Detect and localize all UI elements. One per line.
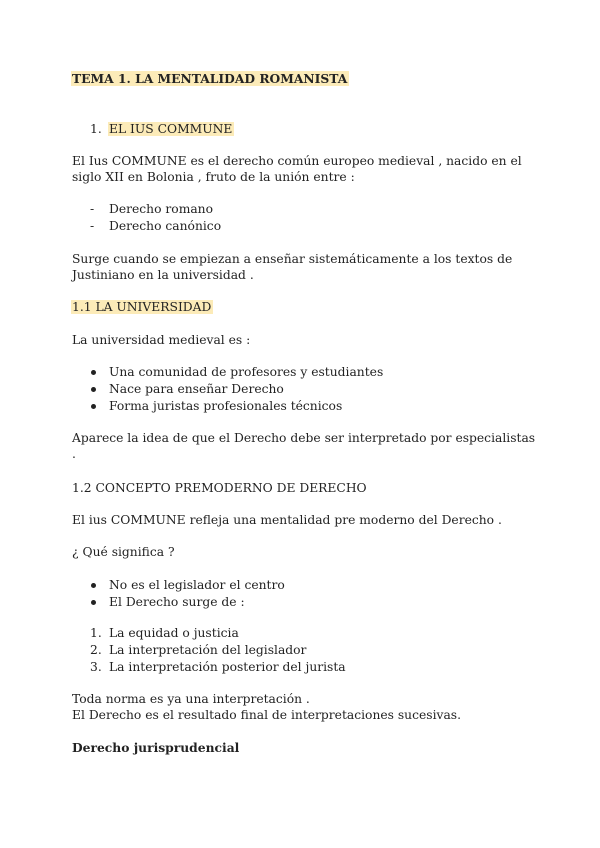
bold-heading-derecho-jurisprudencial: Derecho jurisprudencial xyxy=(72,740,240,755)
paragraph-ius-commune-line-2: siglo XII en Bolonia , fruto de la unión entre : xyxy=(72,170,355,184)
document-title-text: TEMA 1. LA MENTALIDAD ROMANISTA xyxy=(72,71,348,86)
paragraph-que-significa: ¿ Qué significa ? xyxy=(72,545,175,559)
bullet-icon xyxy=(91,600,96,605)
section-1-heading-text: EL IUS COMMUNE xyxy=(109,122,233,136)
document-title xyxy=(72,70,349,87)
list-item: La interpretación posterior del jurista xyxy=(109,660,346,674)
bullet-icon xyxy=(91,583,96,588)
section-1-heading xyxy=(109,121,234,138)
paragraph-refleja: El ius COMMUNE refleja una mentalidad pre moderno del Derecho . xyxy=(72,513,502,527)
list-marker: - xyxy=(90,202,95,216)
list-item-derecho-romano: Derecho romano xyxy=(109,202,214,216)
section-1-1-heading xyxy=(72,299,213,316)
list-item: El Derecho surge de : xyxy=(109,595,245,609)
paragraph-surge-line-2: Justiniano en la universidad . xyxy=(72,268,254,282)
paragraph-universidad: La universidad medieval es : xyxy=(72,333,251,347)
list-item: No es el legislador el centro xyxy=(109,578,285,592)
paragraph-surge-line-1: Surge cuando se empiezan a enseñar sistemáticamente a los textos de xyxy=(72,252,513,266)
list-item: Nace para enseñar Derecho xyxy=(109,382,284,396)
paragraph-aparece-line-1: Aparece la idea de que el Derecho debe ser interpretado por especialistas xyxy=(72,431,536,445)
list-number: 1. xyxy=(90,626,102,640)
paragraph-toda-norma-line-2: El Derecho es el resultado final de interpretaciones sucesivas. xyxy=(72,708,461,722)
list-item: La equidad o justicia xyxy=(109,626,239,640)
bullet-icon xyxy=(91,370,96,375)
paragraph-aparece-line-2: . xyxy=(72,447,76,461)
list-item: Una comunidad de profesores y estudiantes xyxy=(109,365,384,379)
bullet-icon xyxy=(91,404,96,409)
section-1-2-heading: 1.2 CONCEPTO PREMODERNO DE DERECHO xyxy=(72,481,367,495)
section-1-1-heading-text: 1.1 LA UNIVERSIDAD xyxy=(72,300,212,314)
list-marker: - xyxy=(90,219,95,233)
section-1-number: 1. xyxy=(90,122,102,136)
paragraph-toda-norma-line-1: Toda norma es ya una interpretación . xyxy=(72,692,310,706)
bullet-icon xyxy=(91,387,96,392)
list-item: Forma juristas profesionales técnicos xyxy=(109,399,343,413)
list-item: La interpretación del legislador xyxy=(109,643,307,657)
list-number: 2. xyxy=(90,643,102,657)
list-number: 3. xyxy=(90,660,102,674)
list-item-derecho-canonico: Derecho canónico xyxy=(109,219,222,233)
paragraph-ius-commune-line-1: El Ius COMMUNE es el derecho común europeo medieval , nacido en el xyxy=(72,154,522,168)
